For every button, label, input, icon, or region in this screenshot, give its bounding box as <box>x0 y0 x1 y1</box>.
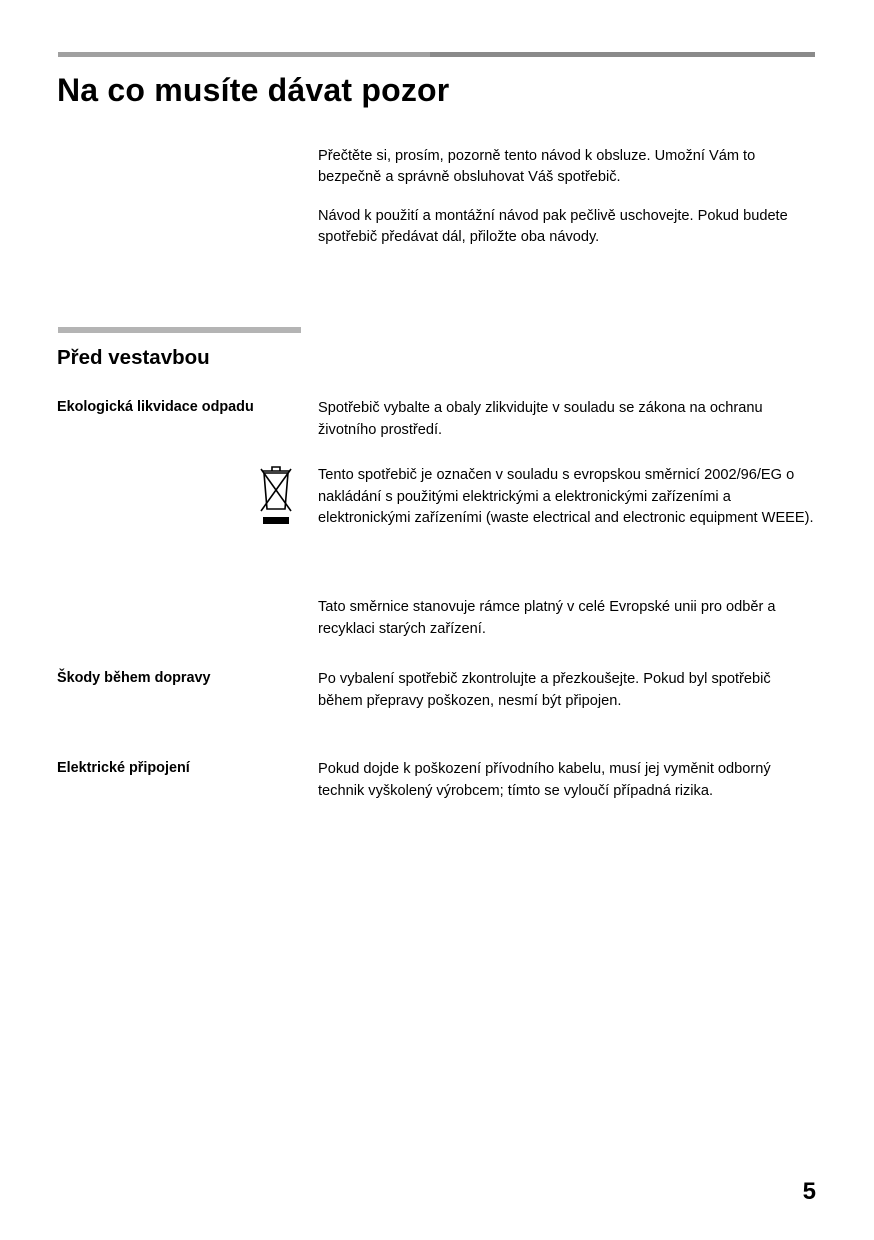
weee-paragraph-2: Tato směrnice stanovuje rámce platný v celé Evropské unii pro odběr a recyklaci starých zařízení. <box>318 599 776 637</box>
row-label-transport-damage: Škody během dopravy <box>57 670 211 686</box>
row-label-disposal: Ekologická likvidace odpadu <box>57 399 254 415</box>
section-rule <box>58 327 301 333</box>
intro-block <box>318 146 818 248</box>
page-number: 5 <box>802 1178 816 1205</box>
crossed-out-wheelie-bin-icon <box>258 463 294 531</box>
intro-paragraph-1: Přečtěte si, prosím, pozorně tento návod k obsluze. Umožní Vám to bezpečně a správně obsluhovat Váš spotřebič. <box>318 148 756 185</box>
row-body-disposal: Spotřebič vybalte a obaly zlikvidujte v souladu se zákona na ochranu životního prostředí. <box>318 400 763 438</box>
section-heading: Před vestavbou <box>57 346 210 369</box>
row-label-electrical-connection: Elektrické připojení <box>57 760 190 776</box>
page-title: Na co musíte dávat pozor <box>57 72 450 108</box>
intro-paragraph-2: Návod k použití a montážní návod pak pečlivě uschovejte. Pokud budete spotřebič předávat dál, přiložte oba návody. <box>318 208 788 245</box>
row-body-transport-damage: Po vybalení spotřebič zkontrolujte a přezkoušejte. Pokud byl spotřebič během přepravy poškozen, nesmí být připojen. <box>318 671 771 709</box>
header-rule-accent <box>58 52 430 57</box>
weee-paragraph: Tento spotřebič je označen v souladu s evropskou směrnicí 2002/96/EG o nakládání s použitými elektrickými a elektronickými zařízeními a elektronickými zařízeními (waste electrical and electronic equipment WEEE). <box>318 467 814 526</box>
row-body-electrical-connection: Pokud dojde k poškození přívodního kabelu, musí jej vyměnit odborný technik vyškolený výrobcem; tímto se vyloučí případná rizika. <box>318 761 771 799</box>
